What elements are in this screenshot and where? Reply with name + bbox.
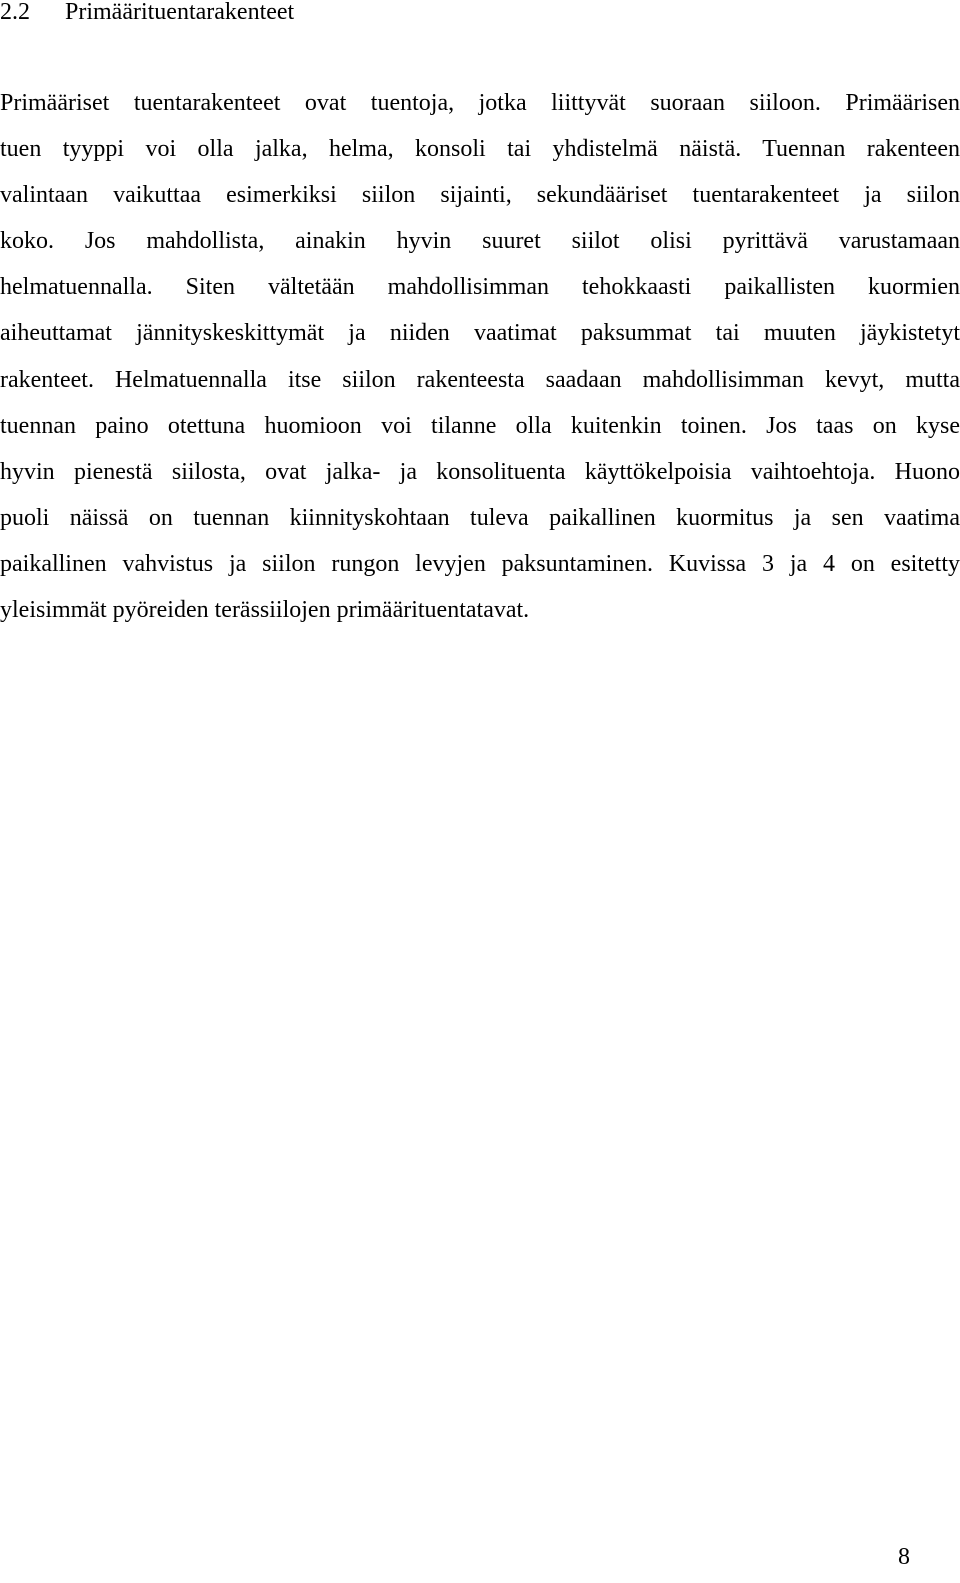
paragraph-line: tuen tyyppi voi olla jalka, helma, konsoli tai yhdistelmä näistä. Tuennan rakenteen xyxy=(0,136,960,163)
paragraph-line: tuennan paino otettuna huomioon voi tilanne olla kuitenkin toinen. Jos taas on kyse xyxy=(0,412,960,439)
paragraph-line: aiheuttamat jännityskeskittymät ja niiden vaatimat paksummat tai muuten jäykistetyt xyxy=(0,320,960,347)
section-heading xyxy=(0,0,294,26)
paragraph-line: helmatuennalla. Siten vältetään mahdollisimman tehokkaasti paikallisten kuormien xyxy=(0,274,960,301)
paragraph-line: puoli näissä on tuennan kiinnityskohtaan tuleva paikallinen kuormitus ja sen vaatima xyxy=(0,504,960,531)
section-number: 2.2 xyxy=(0,0,30,25)
paragraph-line: rakenteet. Helmatuennalla itse siilon rakenteesta saadaan mahdollisimman kevyt, mutta xyxy=(0,366,960,393)
paragraph-line: Primääriset tuentarakenteet ovat tuentoja, jotka liittyvät suoraan siiloon. Primäärisen xyxy=(0,90,960,116)
paragraph-line: koko. Jos mahdollista, ainakin hyvin suuret siilot olisi pyrittävä varustamaan xyxy=(0,228,960,255)
body-paragraph xyxy=(0,80,960,633)
paragraph-line: hyvin pienestä siilosta, ovat jalka- ja konsolituenta käyttökelpoisia vaihtoehtoja. Huono xyxy=(0,458,960,485)
section-title: Primäärituentarakenteet xyxy=(65,0,295,25)
paragraph-line: paikallinen vahvistus ja siilon rungon levyjen paksuntaminen. Kuvissa 3 ja 4 on esitetty xyxy=(0,550,960,577)
paragraph-line: yleisimmät pyöreiden terässiilojen primäärituentatavat. xyxy=(0,597,530,624)
paragraph-line: valintaan vaikuttaa esimerkiksi siilon sijainti, sekundääriset tuentarakenteet ja siilon xyxy=(0,182,960,209)
page-number: 8 xyxy=(898,1544,910,1570)
